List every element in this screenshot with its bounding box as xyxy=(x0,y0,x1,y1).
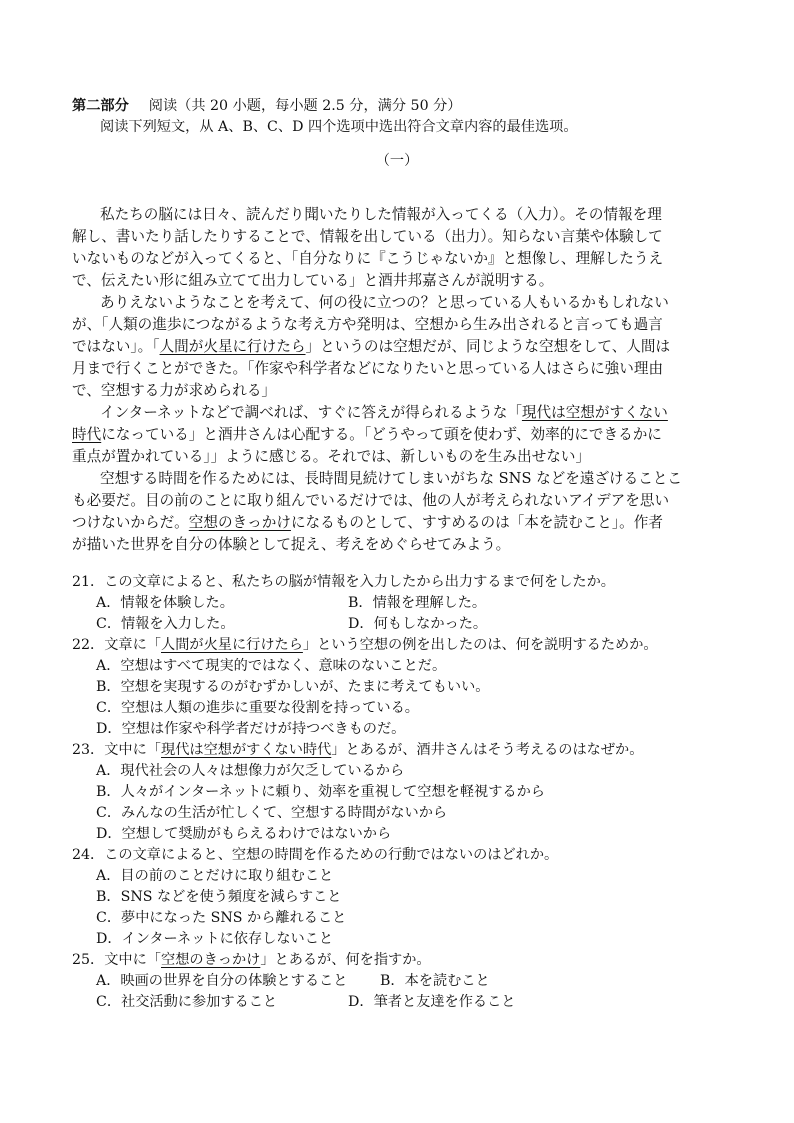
question-25-options-row xyxy=(72,992,722,1013)
passage-line: 重点が置かれている」」ように感じる。それでは、新しいものを生み出せない」 xyxy=(72,448,591,465)
option-24-c: C．夢中になった SNS から離れること xyxy=(96,910,347,926)
passage-line: 月まで行くことができた。「作家や科学者などになりたいと思っている人はさらに強い理由 xyxy=(72,360,664,377)
passage xyxy=(72,204,722,556)
question-23-stem xyxy=(72,740,722,761)
question-text: 」とあるが、何を指すか。 xyxy=(260,952,431,968)
underlined-phrase-mars: 人間が火星に行けたら xyxy=(161,637,303,653)
question-text: 25．文中に「 xyxy=(72,952,161,968)
option-22-a: A．空想はすべて現実的ではなく、意味のないことだ。 xyxy=(96,658,447,674)
option-23-a: A．現代社会の人々は想像力が欠乏しているから xyxy=(96,763,405,779)
option-21-c: C．情報を入力した。 xyxy=(96,616,235,632)
section-heading: 第二部分 xyxy=(72,98,129,114)
passage-line: が描いた世界を自分の体験として捉え、考えをめぐらせてみよう。 xyxy=(72,536,511,553)
passage-text: つけないからだ。 xyxy=(72,514,189,531)
exam-page xyxy=(72,96,722,1013)
underlined-phrase-mars: 人間が火星に行けたら xyxy=(159,338,306,355)
question-25-options-row xyxy=(72,971,722,992)
passage-line: 空想する時間を作るためには、長時間見続けてしまいがちな SNS などを遠ざけることこ xyxy=(100,470,683,487)
option-21-d: D．何もしなかった。 xyxy=(348,616,488,632)
passage-text: ではない」。「 xyxy=(72,338,160,355)
passage-line: で、空想する力が求められる」 xyxy=(72,382,277,399)
passage-line xyxy=(72,512,722,534)
underlined-phrase-modern-era-cont: 時代 xyxy=(72,426,102,443)
passage-text: になるものとして、すすめるのは「本を読むこと」。作者 xyxy=(290,514,663,531)
option-23-b: B．人々がインターネットに頼り、効率を重視して空想を軽視するから xyxy=(96,784,545,800)
section-instruction: 阅读下列短文，从 A、B、C、D 四个选项中选出符合文章内容的最佳选项。 xyxy=(100,119,578,135)
passage-line: ありえないようなことを考えて、何の役に立つの？と思っている人もいるかもしれない xyxy=(100,294,669,311)
passage-line xyxy=(72,424,722,446)
section-heading-detail: 阅读（共 20 小题，每小题 2.5 分，满分 50 分） xyxy=(148,98,462,114)
question-text: 23．文中に「 xyxy=(72,742,161,758)
option-25-d: D．筆者と友達を作ること xyxy=(348,994,516,1010)
option-24-b: B．SNS などを使う頻度を減らすこと xyxy=(96,889,342,905)
underlined-phrase-trigger: 空想のきっかけ xyxy=(161,952,261,968)
option-22-c: C．空想は人類の進歩に重要な役割を持っている。 xyxy=(96,700,419,716)
passage-line: が、「人類の進歩につながるような考え方や発明は、空想から生み出されると言っても過言 xyxy=(72,316,663,333)
option-25-a: A．映画の世界を自分の体験とすること xyxy=(96,973,348,989)
option-23-d: D．空想して奨励がもらえるわけではないから xyxy=(96,826,392,842)
underlined-phrase-trigger: 空想のきっかけ xyxy=(188,514,291,531)
passage-text: になっている」と酒井さんは心配する。「どうやって頭を使わず、効率的にできるかに xyxy=(101,426,662,443)
option-21-b: B．情報を理解した。 xyxy=(348,595,487,611)
option-25-b: B．本を読むこと xyxy=(380,973,490,989)
option-24-a: A．目の前のことだけに取り組むこと xyxy=(96,868,334,884)
question-25-stem xyxy=(72,950,722,971)
passage-line: も必要だ。目の前のことに取り組んでいるだけでは、他の人が考えられないアイデアを思い xyxy=(72,492,670,509)
passage-line xyxy=(72,402,722,424)
passage-line: 解し、書いたり話したりすることで、情報を出している（出力）。知らない言葉や体験して xyxy=(72,228,663,245)
question-24-stem: 24．この文章によると、空想の時間を作るための行動ではないのはどれか。 xyxy=(72,847,559,863)
question-21-options-row xyxy=(72,614,722,635)
passage-text: インターネットなどで調べれば、すぐに答えが得られるような「 xyxy=(100,404,522,421)
option-22-d: D．空想は作家や科学者だけが持つべきものだ。 xyxy=(96,721,406,737)
section-header xyxy=(72,96,722,117)
passage-line: で、伝えたい形に組み立てて出力している」と酒井邦嘉さんが説明する。 xyxy=(72,272,554,289)
part-number: （一） xyxy=(375,153,419,169)
question-22-stem xyxy=(72,635,722,656)
underlined-phrase-modern-era: 現代は空想がすくない時代 xyxy=(161,742,332,758)
option-25-c: C．社交活動に参加すること xyxy=(96,994,278,1010)
question-21-stem: 21．この文章によると、私たちの脳が情報を入力したから出力するまで何をしたか。 xyxy=(72,574,615,590)
underlined-phrase-modern-era: 現代は空想がすくない xyxy=(521,404,668,421)
passage-line xyxy=(72,336,722,358)
question-text: 」とあるが、酒井さんはそう考えるのはなぜか。 xyxy=(331,742,644,758)
question-text: 22．文章に「 xyxy=(72,637,161,653)
question-text: 」という空想の例を出したのは、何を説明するためか。 xyxy=(302,637,658,653)
question-21-options-row xyxy=(72,593,722,614)
passage-text: 」というのは空想だが、同じような空想をして、人間は xyxy=(305,338,671,355)
option-21-a: A．情報を体験した。 xyxy=(96,595,234,611)
option-22-b: B．空想を実現するのがむずかしいが、たまに考えてもいい。 xyxy=(96,679,490,695)
passage-line: 私たちの脳には日々、読んだり聞いたりした情報が入ってくる（入力）。その情報を理 xyxy=(100,206,662,223)
passage-line: いないものなどが入ってくると、「自分なりに『こうじゃないか』と想像し、理解したうえ xyxy=(72,250,664,267)
option-24-d: D．インターネットに依存しないこと xyxy=(96,931,334,947)
option-23-c: C．みんなの生活が忙しくて、空想する時間がないから xyxy=(96,805,448,821)
